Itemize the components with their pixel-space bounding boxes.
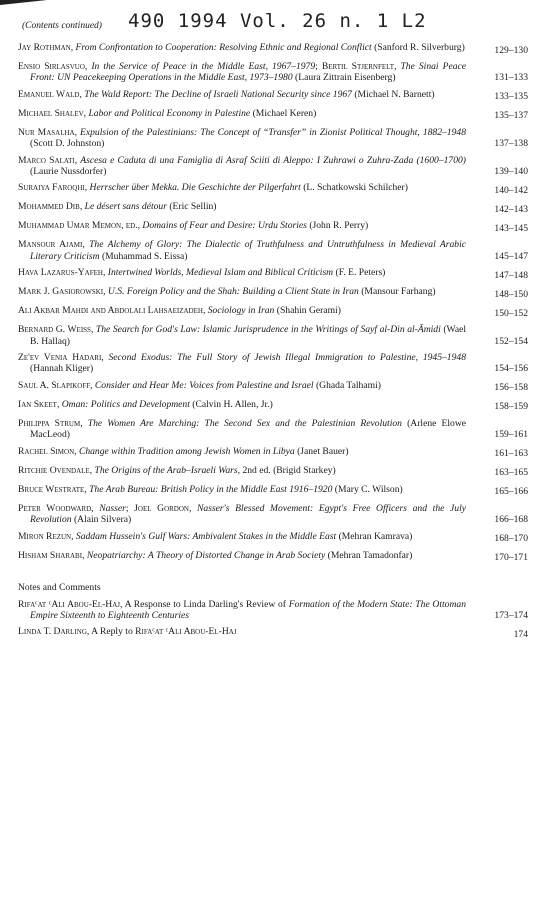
entry-text [18, 267, 466, 278]
contents-entry [18, 201, 536, 215]
entry-text [18, 380, 466, 391]
entry-title: The Women Are Marching: The Second Sex and the Palestinian Revolution [87, 417, 402, 429]
entry-page-range: 148–150 [494, 288, 528, 300]
entry-author: Ensio Sirlasvuo [18, 61, 85, 72]
entry-page-range: 174 [513, 628, 528, 640]
entry-author: Mark J. Gasiorowski [18, 286, 104, 298]
entry-author: Rifaᶜat ᶜAli Abou-El-Haj [18, 598, 121, 610]
entry-author-second: Bertil Stjernfelt [321, 61, 395, 72]
entry-page-range: 131–133 [494, 72, 528, 84]
entry-separator: ; [125, 502, 135, 514]
contents-continued-label: (Contents continued) [22, 21, 102, 31]
entry-page-range: 139–140 [494, 166, 528, 178]
entry-reviewer: (Laurie Nussdorfer) [30, 166, 107, 178]
entry-reviewer: (Mehran Tamadonfar) [325, 549, 413, 561]
entry-separator: , [79, 88, 85, 100]
entry-title: Nasser [99, 502, 126, 514]
entry-separator: , [82, 549, 87, 561]
entry-separator: , [102, 267, 108, 279]
entry-page-range: 165–166 [494, 486, 528, 498]
notes-section-title: Notes and Comments [18, 581, 101, 593]
entry-page-range: 173–174 [494, 609, 528, 621]
entry-author: Ritchie Ovendale [18, 464, 90, 476]
entry-page-range: 154–156 [494, 363, 528, 375]
entry-page-range: 147–148 [494, 269, 528, 281]
entry-title: In the Service of Peace in the Middle East, 1967–1979 [91, 61, 316, 72]
entry-author: Emanuel Wald [18, 88, 80, 100]
entry-separator: , [83, 107, 89, 119]
entry-reviewer: (L. Schatkowski Schilcher) [300, 182, 408, 194]
entry-text [18, 531, 466, 542]
entry-title: Consider and Hear Me: Voices from Palestine and Israel [94, 379, 314, 391]
contents-entry [18, 399, 536, 413]
contents-entry [18, 89, 536, 103]
entry-author: Marco Salati [18, 154, 75, 166]
contents-entry [18, 380, 536, 394]
entry-author-reply-target: Rifaᶜat ᶜAli Abou-El-Haj [135, 626, 237, 638]
contents-entry [18, 531, 536, 545]
entry-title: U.S. Foreign Policy and the Shah: Building a Client State in Iran [107, 286, 359, 298]
entry-page-range: 156–158 [494, 382, 528, 394]
entry-author: Mansour Ajami [18, 239, 83, 251]
entry-page-range: 168–170 [494, 533, 528, 545]
entry-title: Labor and Political Economy in Palestine [88, 107, 251, 119]
entry-author: Bernard G. Weiss [18, 324, 91, 336]
entry-reviewer: (Wael B. Hallaq) [30, 324, 467, 347]
entry-reviewer: (F. E. Peters) [333, 267, 386, 279]
entry-separator: , [84, 61, 92, 72]
entry-text [18, 182, 466, 193]
entry-text [18, 503, 466, 526]
entry-title: Formation of the Modern State: The Ottoman Empire Sixteenth to Eighteenth Centuries [30, 598, 466, 621]
entry-text [18, 108, 466, 119]
contents-entry [18, 61, 536, 84]
entry-page-range: 145–147 [494, 250, 528, 262]
entry-title: Intertwined Worlds, Medieval Islam and Biblical Criticism [107, 267, 334, 279]
entry-text [18, 599, 466, 622]
entry-reviewer: (Mansour Farhang) [358, 286, 436, 298]
entry-separator: , A Response to Linda Darling's Review of [120, 598, 289, 610]
entry-separator: ; [315, 61, 322, 72]
entry-page-range: 166–168 [494, 514, 528, 526]
entry-text [18, 484, 466, 495]
entry-reviewer: (Michael Keren) [250, 107, 317, 119]
entry-separator: , [70, 42, 76, 53]
entry-text [18, 465, 466, 476]
entry-page-range: 133–135 [494, 91, 528, 103]
entry-reviewer: (Mehran Kamrava) [336, 530, 413, 542]
entry-reviewer: (Arlene Elowe MacLeod) [30, 417, 467, 441]
entry-reviewer: (Sanford R. Silverburg) [371, 42, 465, 53]
entry-text [18, 286, 466, 297]
entry-author: Jay Rothman [18, 42, 71, 53]
entry-author: Hisham Sharabi [18, 549, 83, 561]
entry-reviewer: (Janet Bauer) [294, 445, 349, 457]
entry-separator: , [394, 61, 401, 72]
entry-page-range: 161–163 [494, 448, 528, 460]
entry-text [18, 155, 466, 178]
entry-text [18, 89, 466, 100]
entry-title: The Search for God's Law: Islamic Jurisprudence in the Writings of Sayf al-Din al-Āmidi [95, 324, 441, 336]
entry-separator: , [71, 530, 76, 542]
entry-author: Ali Akbar Mahdi and Abdolali Lahsaeizadeh [18, 305, 203, 317]
entry-reviewer: (Scott D. Johnston) [30, 138, 105, 150]
entry-title: Sociology in Iran [207, 305, 275, 317]
entry-page-range: 143–145 [494, 223, 528, 235]
contents-entry [18, 42, 536, 56]
entry-title-second: Nasser's Blessed Movement: Egypt's Free Officers and the July Revolution [30, 502, 466, 526]
entry-title: Le désert sans détour [84, 201, 167, 213]
entry-page-range: 163–165 [494, 467, 528, 479]
entry-page-range: 150–152 [494, 307, 528, 319]
entry-author: Mohammed Dib [18, 201, 80, 213]
entry-text [18, 42, 466, 53]
contents-entry [18, 599, 536, 622]
entry-author: Nur Masalha [18, 126, 75, 138]
entry-separator: , [74, 126, 80, 138]
entry-author: Muhammad Umar Memon, ed. [18, 220, 138, 232]
contents-entry [18, 267, 536, 281]
entry-page-range: 159–161 [494, 429, 528, 441]
contents-entry [18, 503, 536, 526]
handwritten-annotation: 490 1994 Vol. 26 n. 1 L2 [128, 10, 427, 32]
entry-text [18, 418, 466, 441]
contents-entry [18, 484, 536, 498]
contents-entry [18, 182, 536, 196]
entry-text [18, 61, 466, 84]
entry-reviewer: (Ghada Talhami) [313, 379, 381, 391]
entry-separator: , [74, 445, 79, 457]
entry-text [18, 626, 466, 637]
entry-author: Bruce Westrate [18, 483, 85, 495]
entry-title: Saddam Hussein's Gulf Wars: Ambivalent Stakes in the Middle East [75, 530, 337, 542]
entry-reviewer: (Calvin H. Allen, Jr.) [189, 398, 273, 410]
entry-text [18, 239, 466, 262]
contents-list [18, 42, 536, 645]
entry-reviewer: (Muhammad S. Eissa) [99, 250, 188, 262]
entry-author: Ze'ev Venia Hadari [18, 352, 102, 364]
entry-title: From Confrontation to Cooperation: Resolving Ethnic and Regional Conflict [75, 42, 372, 53]
entry-text [18, 550, 466, 561]
entry-title-second: The Sinai Peace Front: UN Peacekeeping Operations in the Middle East, 1973–1980 [30, 61, 467, 84]
entry-author: Philippa Strum [18, 417, 81, 429]
entry-reviewer: (Alain Silvera) [71, 514, 132, 526]
entry-title: Neopatriarchy: A Theory of Distorted Change in Arab Society [86, 549, 326, 561]
entry-separator: , [82, 239, 90, 251]
entry-text [18, 446, 466, 457]
entry-separator: , [79, 201, 85, 213]
contents-entry [18, 550, 536, 564]
entry-page-range: 137–138 [494, 138, 528, 150]
entry-page-range: 170–171 [494, 552, 528, 564]
contents-entry [18, 418, 536, 441]
entry-title: Herrscher über Mekka. Die Geschichte der Pilgerfahrt [89, 182, 301, 194]
entry-author: Peter Woodward [18, 502, 92, 514]
page-header [18, 10, 538, 40]
entry-reviewer: , 2nd ed. (Brigid Starkey) [237, 464, 336, 476]
contents-entry [18, 352, 536, 375]
entry-separator: , [56, 398, 62, 410]
entry-reviewer: (John R. Perry) [306, 220, 369, 232]
entry-title: Expulsion of the Palestinians: The Concept of “Transfer” in Zionist Political Thought, 1882–1948 [80, 126, 466, 138]
entry-title: Ascesa e Caduta di una Famiglia di Asraf Sciiti di Aleppo: I Zuhrawi o Zuhra-Zada (1600–1700) [80, 154, 466, 166]
entry-text [18, 201, 466, 212]
entry-author: Hava Lazarus-Yafeh [18, 267, 103, 279]
entry-title: The Origins of the Arab–Israeli Wars [94, 464, 238, 476]
entry-page-range: 140–142 [494, 185, 528, 197]
entry-author: Suraiya Faroqhi [18, 182, 85, 194]
contents-entry [18, 465, 536, 479]
entry-reviewer: (Eric Sellin) [166, 201, 217, 213]
contents-entry [18, 155, 536, 178]
contents-entry [18, 220, 536, 234]
entry-page-range: 135–137 [494, 110, 528, 122]
entry-separator: , [84, 182, 90, 194]
entry-separator: , [80, 417, 88, 429]
entry-title: Oman: Politics and Development [61, 398, 190, 410]
entry-reviewer: (Michael N. Barnett) [351, 88, 435, 100]
entry-separator: , [202, 305, 208, 317]
scan-corner-mark [0, 0, 46, 5]
contents-entry [18, 286, 536, 300]
entry-author: Ian Skeet [18, 398, 57, 410]
entry-author: Linda T. Darling [18, 626, 87, 638]
contents-entry [18, 127, 536, 150]
entry-title: The Alchemy of Glory: The Dialectic of Truthfulness and Untruthfulness in Medieval Arabic Literary Criticism [30, 239, 467, 262]
entry-separator: , [137, 220, 143, 232]
entry-title: The Arab Bureau: British Policy in the Middle East 1916–1920 [89, 483, 333, 495]
entry-title: Change within Tradition among Jewish Women in Libya [78, 445, 295, 457]
contents-entry [18, 324, 536, 347]
entry-author: Saul A. Slapikoff [18, 379, 91, 391]
entry-title: Second Exodus: The Full Story of Jewish Illegal Immigration to Palestine, 1945–1948 [108, 352, 466, 364]
entry-title: The Wald Report: The Decline of Israeli National Security since 1967 [84, 88, 352, 100]
entry-author: Miron Rezun [18, 530, 72, 542]
entry-separator: , [74, 154, 81, 166]
entry-separator: , [101, 352, 109, 364]
contents-entry [18, 626, 536, 640]
entry-separator: , [91, 502, 100, 514]
entry-reviewer: (Laura Zittrain Eisenberg) [292, 72, 396, 84]
entry-page-range: 129–130 [494, 44, 528, 56]
entry-page-range: 142–143 [494, 204, 528, 216]
entry-author: Michael Shalev [18, 107, 84, 119]
entry-text [18, 305, 466, 316]
entry-author-second: Joel Gordon [134, 502, 189, 514]
contents-entry [18, 305, 536, 319]
contents-entry [18, 108, 536, 122]
entry-page-range: 152–154 [494, 335, 528, 347]
contents-entry [18, 446, 536, 460]
entry-reviewer: (Mary C. Wilson) [332, 483, 403, 495]
entry-author: Rachel Simon [18, 445, 75, 457]
entry-text [18, 324, 466, 347]
entry-separator: , [103, 286, 108, 298]
entry-title: Domains of Fear and Desire: Urdu Stories [142, 220, 307, 232]
entry-separator: , [90, 379, 95, 391]
entry-reviewer: (Shahin Gerami) [274, 305, 341, 317]
entry-reviewer: (Hannah Kliger) [30, 363, 94, 375]
entry-text [18, 399, 466, 410]
contents-entry [18, 239, 536, 262]
entry-separator: , [188, 502, 198, 514]
entry-separator: , [90, 324, 96, 336]
entry-separator: , A Reply to [86, 626, 136, 638]
entry-text [18, 352, 466, 375]
entry-page-range: 158–159 [494, 401, 528, 413]
entry-text [18, 220, 466, 231]
entry-separator: , [84, 483, 90, 495]
entry-text [18, 127, 466, 150]
entry-separator: , [89, 464, 95, 476]
